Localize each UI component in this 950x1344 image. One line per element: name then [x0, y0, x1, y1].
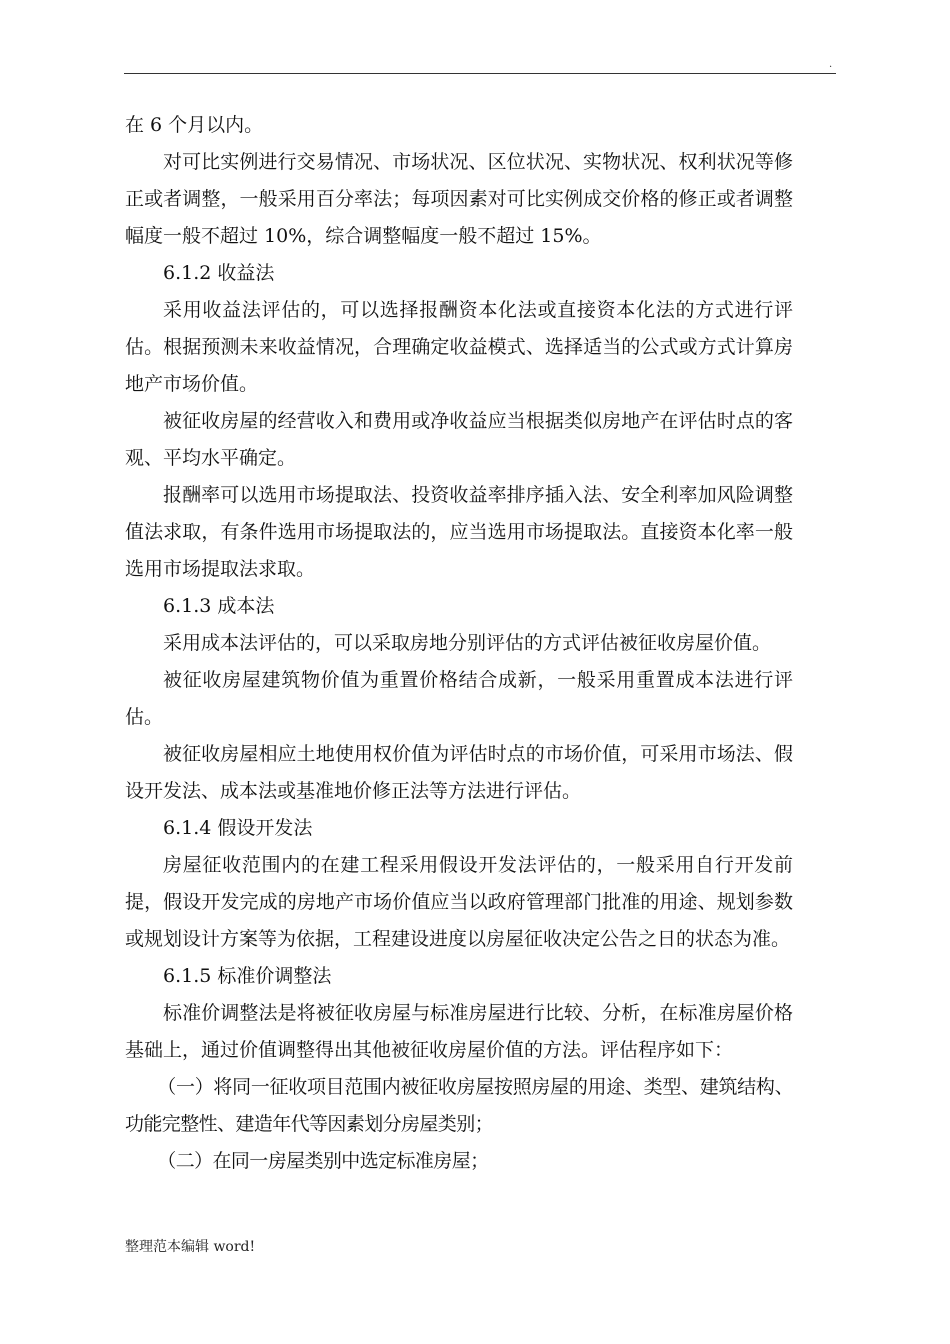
header-mark: .: [829, 59, 833, 70]
section-heading-6-1-5: 6.1.5 标准价调整法: [163, 965, 332, 987]
paragraph-standard-price: 标准价调整法是将被征收房屋与标准房屋进行比较、分析，在标准房屋价格基础上，通过价值调整得出其他被征收房屋价值的方法。评估程序如下：: [125, 1002, 793, 1061]
header-rule: [124, 73, 836, 74]
paragraph-development-method: 房屋征收范围内的在建工程采用假设开发法评估的，一般采用自行开发前提，假设开发完成的房地产市场价值应当以政府管理部门批准的用途、规划参数或规划设计方案等为依据，工程建设进度以房屋征收决定公告之日的状态为准。: [125, 854, 793, 950]
footer-note: 整理范本编辑 word!: [125, 1239, 256, 1255]
section-heading-6-1-2: 6.1.2 收益法: [163, 262, 275, 284]
paragraph-return-rate: 报酬率可以选用市场提取法、投资收益率排序插入法、安全利率加风险调整值法求取，有条件选用市场提取法的，应当选用市场提取法。直接资本化率一般选用市场提取法求取。: [125, 484, 793, 580]
section-heading-6-1-3: 6.1.3 成本法: [163, 595, 275, 617]
paragraph-cost-method: 采用成本法评估的，可以采取房地分别评估的方式评估被征收房屋价值。: [163, 632, 772, 654]
section-heading-6-1-4: 6.1.4 假设开发法: [163, 817, 313, 839]
paragraph-income-method: 采用收益法评估的，可以选择报酬资本化法或直接资本化法的方式进行评估。根据预测未来收益情况，合理确定收益模式、选择适当的公式或方式计算房地产市场价值。: [125, 299, 793, 395]
paragraph-income-expense: 被征收房屋的经营收入和费用或净收益应当根据类似房地产在评估时点的客观、平均水平确定。: [125, 410, 793, 469]
paragraph-continuation: 在 6 个月以内。: [125, 114, 264, 136]
paragraph-building-value: 被征收房屋建筑物价值为重置价格结合成新，一般采用重置成本法进行评估。: [125, 669, 793, 728]
document-body: [125, 107, 793, 1180]
paragraph-land-value: 被征收房屋相应土地使用权价值为评估时点的市场价值，可采用市场法、假设开发法、成本法或基准地价修正法等方法进行评估。: [125, 743, 793, 802]
paragraph-adjustment: 对可比实例进行交易情况、市场状况、区位状况、实物状况、权利状况等修正或者调整，一般采用百分率法；每项因素对可比实例成交价格的修正或者调整幅度一般不超过 10%，综合调整幅度一般不超过 15%。: [125, 151, 793, 247]
list-item-two: （二）在同一房屋类别中选定标准房屋；: [157, 1150, 489, 1172]
list-item-one: （一）将同一征收项目范围内被征收房屋按照房屋的用途、类型、建筑结构、功能完整性、建造年代等因素划分房屋类别；: [125, 1076, 793, 1135]
